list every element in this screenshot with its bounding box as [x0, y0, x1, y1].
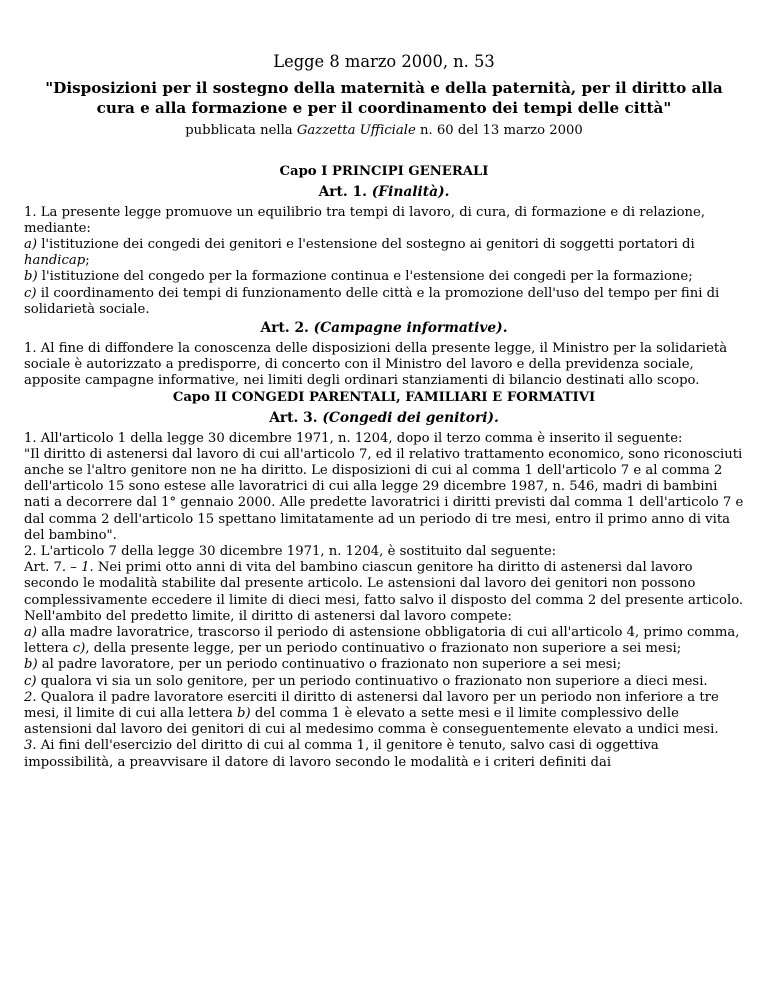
item-label: b) — [24, 657, 38, 673]
law-subtitle: "Disposizioni per il sostegno della maternità e della paternità, per il diritto alla cura e alla formazione e per il coordinamento dei tempi delle città" — [45, 79, 723, 117]
art-2-para-1: 1. Al fine di diffondere la conoscenza delle disposizioni della presente legge, il Ministro per la solidarietà sociale è autorizzato a predisporre, di concerto con il Ministro del lavoro e della previdenza sociale, apposite campagne informative, nei limiti degli ordinari stanziamenti di bilancio destinati allo scopo. — [24, 340, 728, 389]
item-emphasis: c) — [72, 641, 86, 657]
art-3-para-1: 1. All'articolo 1 della legge 30 dicembre 1971, n. 1204, dopo il terzo comma è inserito il seguente: — [24, 430, 683, 446]
art-3-para-2: 2. L'articolo 7 della legge 30 dicembre 1971, n. 1204, è sostituito dal seguente: — [24, 543, 557, 559]
item-text: l'istituzione dei congedi dei genitori e l'estensione del sostegno ai genitori di soggetti portatori di — [37, 236, 695, 252]
art-3-number: Art. 3. — [269, 409, 323, 426]
art-2-number: Art. 2. — [260, 319, 314, 336]
art-1-item-b — [24, 269, 744, 285]
art-1-para-1: 1. La presente legge promuove un equilibrio tra tempi di lavoro, di cura, di formazione e di relazione, mediante: — [24, 204, 706, 236]
art-7-para-2 — [24, 690, 744, 739]
art-3-heading — [24, 410, 744, 428]
law-title: Legge 8 marzo 2000, n. 53 — [273, 52, 495, 71]
art-3-title: (Congedi dei genitori). — [322, 409, 499, 426]
art-7-item-a — [24, 625, 744, 657]
para-emphasis: b) — [237, 705, 251, 721]
item-emphasis: handicap — [24, 253, 86, 269]
item-label: a) — [24, 624, 38, 640]
art-1-item-a — [24, 237, 744, 269]
item-label: b) — [24, 269, 38, 285]
item-text: , della presente legge, per un periodo continuativo o frazionato non superiore a sei mesi; — [85, 641, 682, 657]
gazzetta-name: Gazzetta Ufficiale — [296, 123, 416, 139]
art-7-para-1 — [24, 560, 744, 625]
item-text: il coordinamento dei tempi di funzionamento delle città e la promozione dell'uso del tempo per fini di solidarietà sociale. — [24, 285, 720, 317]
para-text: Qualora il padre lavoratore eserciti il diritto di astenersi dal lavoro per un periodo non inferiore a tre mesi, il limite di cui alla lettera — [24, 689, 719, 721]
para-text: del comma 1 è elevato a sette mesi e il limite complessivo delle astensioni dal lavoro dei genitori di cui al medesimo comma è conseguentemente elevato a undici mesi. — [24, 705, 719, 738]
art-1-heading — [24, 184, 744, 202]
item-text: al padre lavoratore, per un periodo continuativo o frazionato non superiore a sei mesi; — [37, 657, 622, 673]
para-text: Ai fini dell'esercizio del diritto di cui al comma 1, il genitore è tenuto, salvo casi di oggettiva impossibilità, a preavvisare il datore di lavoro secondo le modalità e i criteri definiti dai — [24, 738, 659, 770]
art-7-text: Nei primi otto anni di vita del bambino ciascun genitore ha diritto di astenersi dal lavoro secondo le modalità stabilite dal presente articolo. Le astensioni dal lavoro dei genitori non possono complessivamente eccedere il limite di dieci mesi, fatto salvo il disposto del comma 2 del presente articolo. Nell'ambito del predetto limite, il diritto di astenersi dal lavoro compete: — [24, 560, 744, 624]
art-7-prefix: Art. 7. – — [24, 560, 82, 576]
art-1-title: (Finalità). — [371, 183, 450, 200]
art-2-heading — [24, 320, 744, 338]
item-text: l'istituzione del congedo per la formazione continua e l'estensione dei congedi per la formazione; — [37, 269, 693, 285]
pub-post: n. 60 del 13 marzo 2000 — [415, 123, 583, 139]
art-7-para-3 — [24, 738, 744, 770]
capo-1-heading: Capo I PRINCIPI GENERALI — [279, 164, 489, 180]
para-number: 3. — [24, 738, 37, 754]
item-text: ; — [85, 253, 90, 269]
publication-note — [24, 122, 744, 139]
art-7-item-c — [24, 674, 744, 690]
art-2-title: (Campagne informative). — [313, 319, 508, 336]
art-1-number: Art. 1. — [318, 183, 372, 200]
art-1-item-c — [24, 286, 744, 318]
item-label: c) — [24, 285, 37, 301]
item-label: a) — [24, 236, 38, 252]
para-number: 2. — [24, 689, 37, 705]
item-text: alla madre lavoratrice, trascorso il periodo di astensione obbligatoria di cui all'articolo 4, primo comma, lettera — [24, 624, 740, 657]
art-7-number: 1. — [81, 560, 94, 576]
capo-2-heading: Capo II CONGEDI PARENTALI, FAMILIARI E FORMATIVI — [172, 390, 596, 406]
item-label: c) — [24, 673, 37, 689]
art-3-quote: "Il diritto di astenersi dal lavoro di cui all'articolo 7, ed il relativo trattamento economico, sono riconosciuti anche se l'altro genitore non ne ha diritto. Le disposizioni di cui al comma 1 dell'articolo 7 e al comma 2 dell'articolo 15 sono estese alle lavoratrici di cui alla legge 29 dicembre 1987, n. 546, madri di bambini nati a decorrere dal 1° gennaio 2000. Alle predette lavoratrici i diritti previsti dal comma 1 dell'articolo 7 e dal comma 2 dell'articolo 15 spettano limitatamente ad un periodo di tre mesi, entro il primo anno di vita del bambino". — [24, 446, 744, 543]
art-7-item-b — [24, 657, 744, 673]
pub-pre: pubblicata nella — [185, 123, 297, 139]
item-text: qualora vi sia un solo genitore, per un periodo continuativo o frazionato non superiore a dieci mesi. — [36, 673, 708, 689]
